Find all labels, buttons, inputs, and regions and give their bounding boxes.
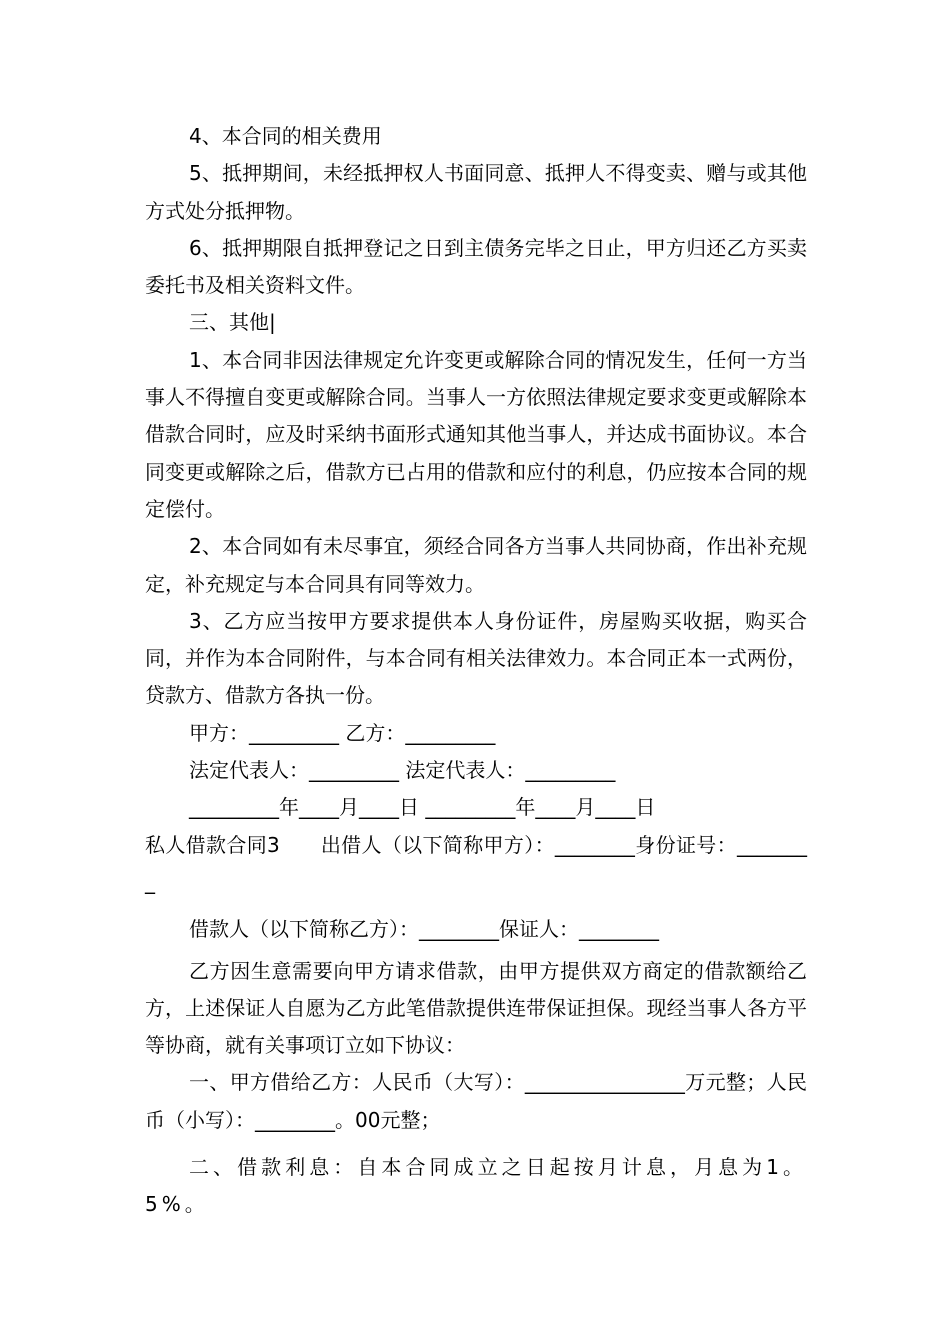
parties-signature-line: 甲方：_________ 乙方：_________ <box>189 720 496 745</box>
interest-clause: 二、借款利息：自本合同成立之日起按月计息，月息为1。5%。 <box>145 1155 807 1217</box>
representatives-signature-line: 法定代表人：_________ 法定代表人：_________ <box>189 758 616 783</box>
other-clause-3-paragraph: 3、乙方应当按甲方要求提供本人身份证件，房屋购买收据，购买合同，并作为本合同附件，与本合同有相关法律效力。本合同正本一式两份，贷款方、借款方各执一份。 <box>145 608 807 708</box>
other-clause-2-paragraph: 2、本合同如有未尽事宜，须经合同各方当事人共同协商，作出补充规定，补充规定与本合同具有同等效力。 <box>145 534 807 596</box>
document-body <box>145 118 807 1224</box>
loan-amount-clause: 一、甲方借给乙方：人民币（大写）：________________万元整；人民币（小写）：________。00元整； <box>145 1070 807 1132</box>
dates-signature-line: _________年____月____日 _________年____月____日 <box>189 795 656 820</box>
other-clause-1-paragraph: 1、本合同非因法律规定允许变更或解除合同的情况发生，任何一方当事人不得擅自变更或解除合同。当事人一方依照法律规定要求变更或解除本借款合同时，应及时采纳书面形式通知其他当事人，并达成书面协议。本合同变更或解除之后，借款方已占用的借款和应付的利息，仍应按本合同的规定偿付。 <box>145 347 807 521</box>
intro-paragraph: 乙方因生意需要向甲方请求借款，由甲方提供双方商定的借款额给乙方，上述保证人自愿为乙方此笔借款提供连带保证担保。现经当事人各方平等协商，就有关事项订立如下协议： <box>145 958 807 1058</box>
section-other-heading: 三、其他| <box>189 310 276 335</box>
clause-6-paragraph: 6、抵押期限自抵押登记之日到主债务完毕之日止，甲方归还乙方买卖委托书及相关资料文件。 <box>145 235 807 298</box>
clause-5-paragraph: 5、抵押期间，未经抵押权人书面同意、抵押人不得变卖、赠与或其他方式处分抵押物。 <box>145 161 807 223</box>
clause-4-paragraph: 4、本合同的相关费用 <box>189 124 382 148</box>
borrower-guarantor-line: 借款人（以下简称乙方）：________保证人：________ <box>189 917 659 942</box>
contract-3-title-line: 私人借款合同3 出借人（以下简称甲方）：________身份证号：________ <box>145 832 807 894</box>
